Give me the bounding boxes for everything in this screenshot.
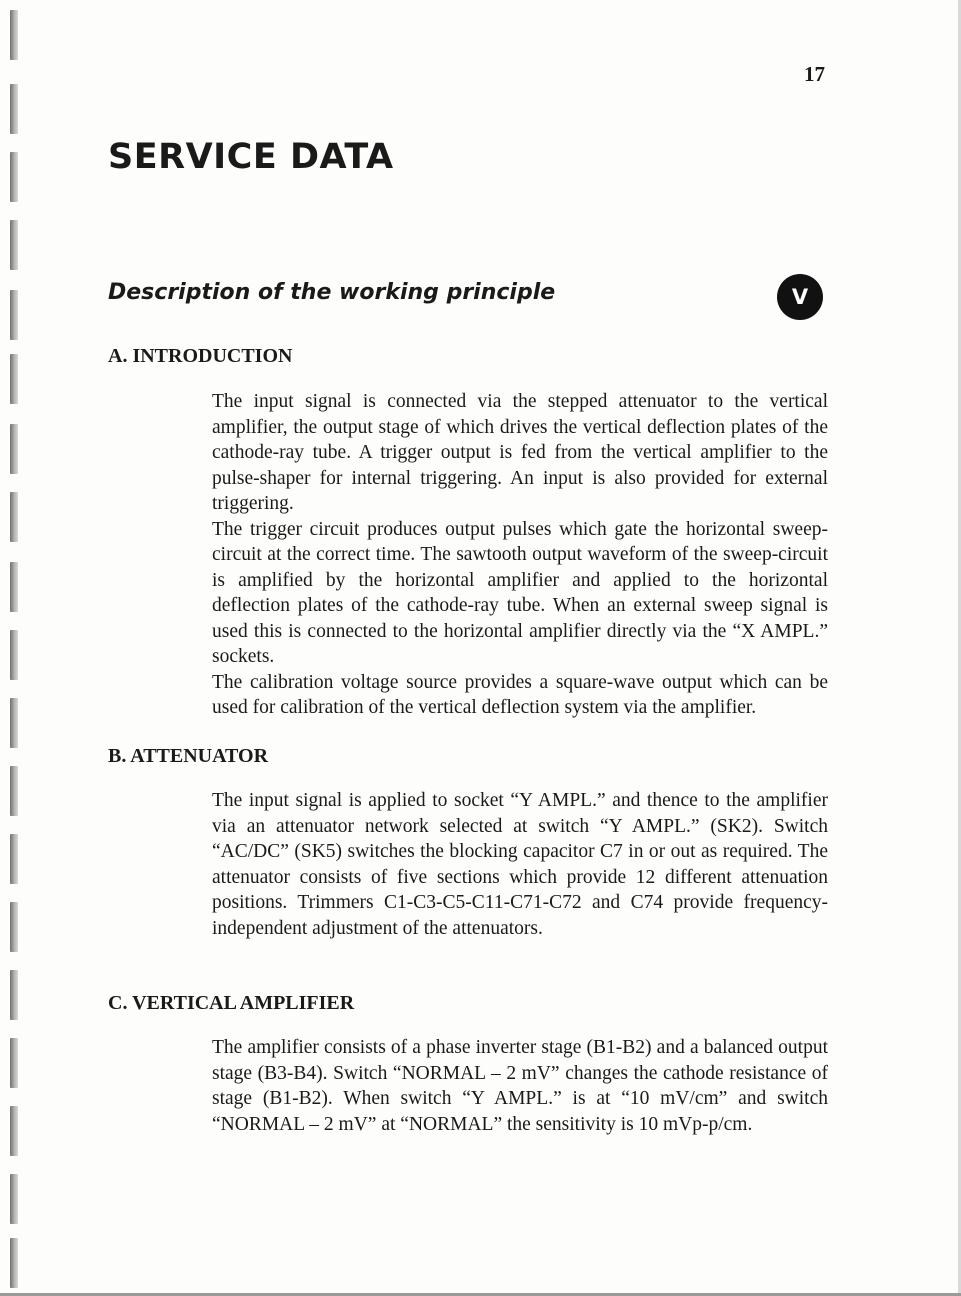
binding-hole bbox=[10, 766, 18, 816]
binding-hole bbox=[10, 354, 18, 404]
page-number: 17 bbox=[804, 62, 825, 86]
binding-hole bbox=[10, 290, 18, 340]
section-body-vertical-amplifier bbox=[212, 1035, 828, 1137]
binding-hole bbox=[10, 10, 18, 60]
binding-hole bbox=[10, 902, 18, 952]
paragraph: The calibration voltage source provides a square-wave output which can be used for calibration of the vertical deflection system via the amplifier. bbox=[212, 671, 828, 718]
binding-hole bbox=[10, 492, 18, 542]
page-subtitle: Description of the working principle bbox=[108, 280, 556, 305]
section-body-introduction bbox=[212, 389, 828, 721]
section-heading-introduction: A. INTRODUCTION bbox=[108, 345, 293, 367]
binding-hole bbox=[10, 834, 18, 884]
paragraph: The amplifier consists of a phase inverter stage (B1-B2) and a balanced output stage (B3-B4). Switch “NORMAL – 2 mV” changes the cathode resistance of stage (B1-B2). When switch “Y AMPL.” is at “10 mV/cm” and switch “NORMAL – 2 mV” at “NORMAL” the sensitivity is 10 mVp-p/cm. bbox=[212, 1037, 828, 1135]
binding-hole bbox=[10, 424, 18, 474]
binding-hole bbox=[10, 220, 18, 270]
binding-hole bbox=[10, 970, 18, 1020]
section-badge: V bbox=[777, 274, 823, 320]
binding-hole bbox=[10, 562, 18, 612]
binding-hole bbox=[10, 84, 18, 134]
binding-hole bbox=[10, 630, 18, 680]
binding-hole bbox=[10, 1238, 18, 1288]
paragraph: The trigger circuit produces output pulses which gate the horizontal sweep-circuit at the correct time. The sawtooth output waveform of the sweep-circuit is amplified by the horizontal amplifier and applied to the horizontal deflection plates of the cathode-ray tube. When an external sweep signal is used this is connected to the horizontal amplifier directly via the “X AMPL.” sockets. bbox=[212, 518, 828, 667]
binding-hole bbox=[10, 152, 18, 202]
binding-holes bbox=[0, 0, 28, 1296]
binding-hole bbox=[10, 1106, 18, 1156]
section-heading-vertical-amplifier: C. VERTICAL AMPLIFIER bbox=[108, 992, 355, 1014]
section-body-attenuator bbox=[212, 788, 828, 941]
paragraph: The input signal is connected via the stepped attenuator to the vertical amplifier, the output stage of which drives the vertical deflection plates of the cathode-ray tube. A trigger output is fed from the vertical amplifier to the pulse-shaper for internal triggering. An input is also provided for external triggering. bbox=[212, 391, 828, 514]
paragraph: The input signal is applied to socket “Y AMPL.” and thence to the amplifier via an attenuator network selected at switch “Y AMPL.” (SK2). Switch “AC/DC” (SK5) switches the blocking capacitor C7 in or out as required. The attenuator consists of five sections which provide 12 different attenuation positions. Trimmers C1-C3-C5-C11-C71-C72 and C74 provide frequency-independent adjustment of the attenuators. bbox=[212, 790, 828, 939]
page-title: SERVICE DATA bbox=[108, 137, 394, 177]
binding-hole bbox=[10, 698, 18, 748]
binding-hole bbox=[10, 1174, 18, 1224]
section-heading-attenuator: B. ATTENUATOR bbox=[108, 745, 269, 767]
binding-hole bbox=[10, 1038, 18, 1088]
